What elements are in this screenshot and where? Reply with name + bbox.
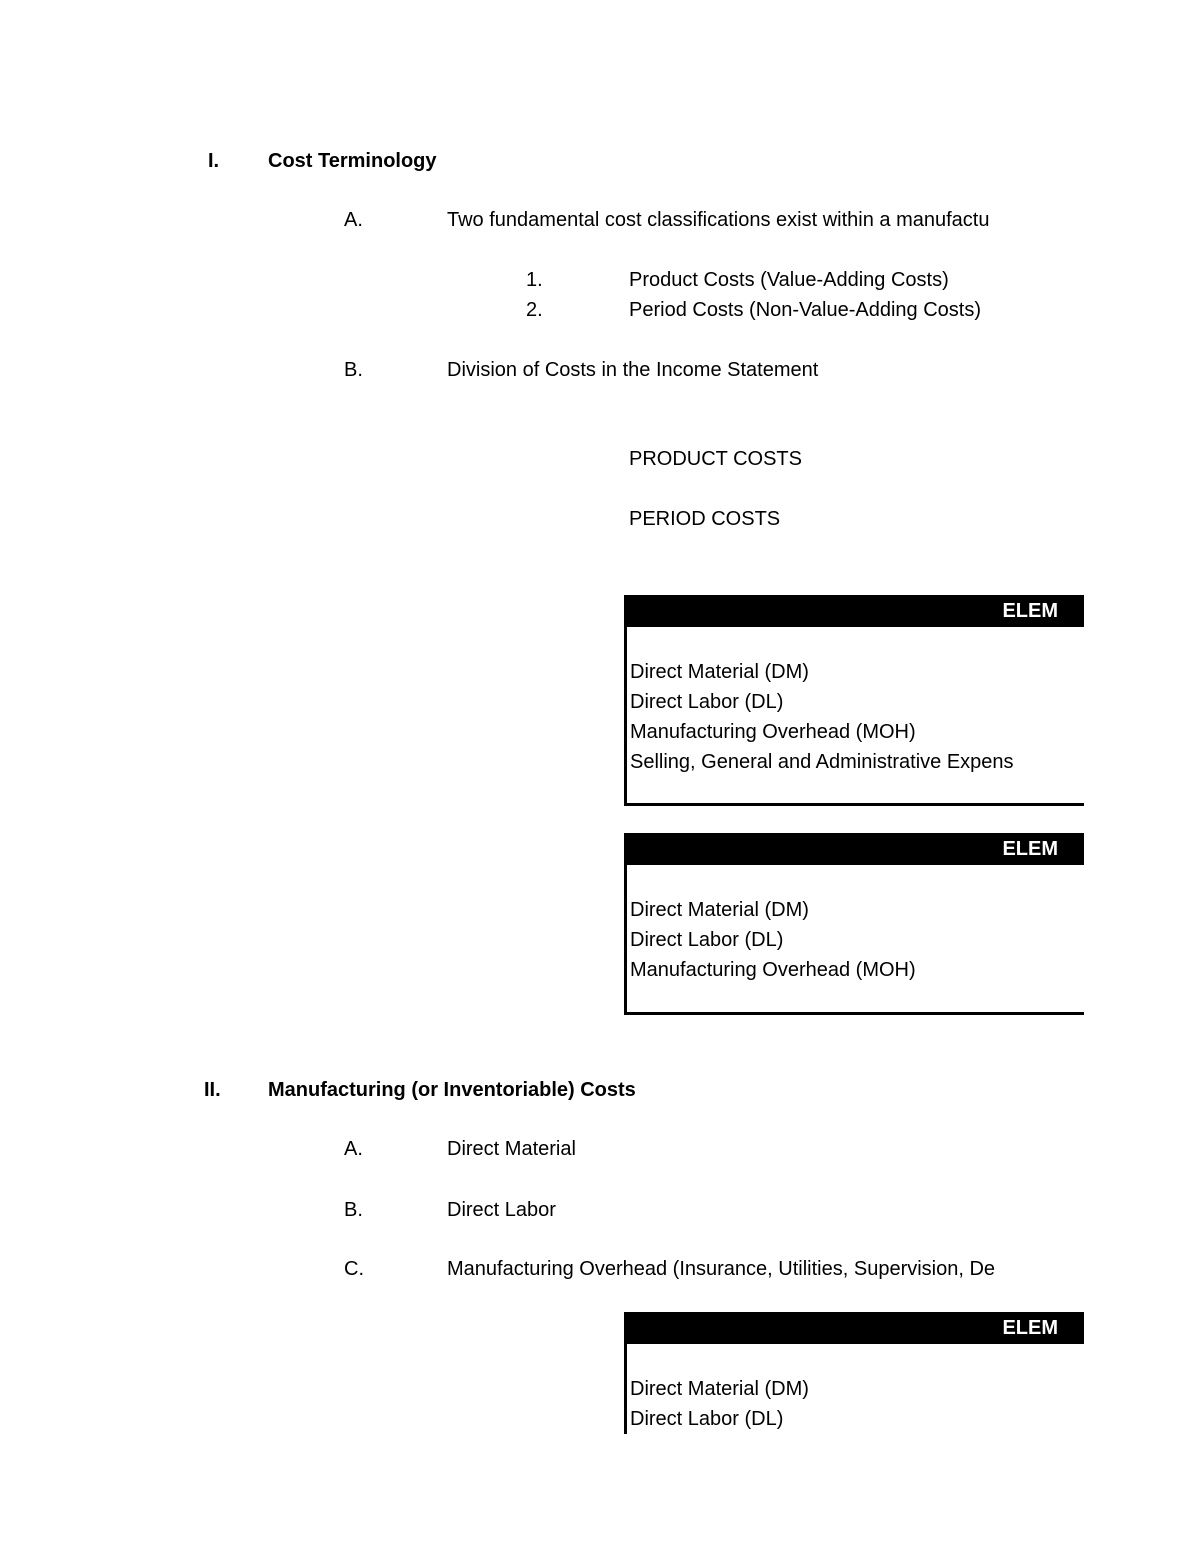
elements-box-1-header: ELEM bbox=[624, 595, 1084, 627]
item-letter: A. bbox=[344, 1138, 363, 1160]
sub-item-2-number: 2. bbox=[526, 299, 543, 321]
item-text: Direct Labor bbox=[447, 1199, 556, 1221]
item-letter: C. bbox=[344, 1258, 364, 1280]
section-2-numeral: II. bbox=[204, 1079, 221, 1101]
box-1-line: Direct Labor (DL) bbox=[630, 691, 784, 713]
elements-box-2-body bbox=[624, 865, 1084, 1015]
product-costs-label: PRODUCT COSTS bbox=[629, 448, 802, 470]
sub-item-1-text: Product Costs (Value-Adding Costs) bbox=[629, 269, 949, 291]
box-2-line: Manufacturing Overhead (MOH) bbox=[630, 959, 916, 981]
item-a-text: Two fundamental cost classifications exist within a manufactu bbox=[447, 209, 990, 231]
elements-box-1 bbox=[624, 595, 1084, 806]
box-2-line: Direct Material (DM) bbox=[630, 899, 809, 921]
item-text: Manufacturing Overhead (Insurance, Utilities, Supervision, De bbox=[447, 1258, 996, 1280]
box-1-line: Selling, General and Administrative Expens bbox=[630, 751, 1014, 773]
elements-box-2 bbox=[624, 833, 1084, 1015]
box-1-line: Direct Material (DM) bbox=[630, 661, 809, 683]
item-text: Direct Material bbox=[447, 1138, 576, 1160]
elements-box-3 bbox=[624, 1312, 1084, 1434]
elements-box-3-header: ELEM bbox=[624, 1312, 1084, 1344]
elements-box-1-body bbox=[624, 627, 1084, 806]
sub-item-2-text: Period Costs (Non-Value-Adding Costs) bbox=[629, 299, 982, 321]
item-b-text: Division of Costs in the Income Statement bbox=[447, 359, 819, 381]
period-costs-label: PERIOD COSTS bbox=[629, 508, 781, 530]
sub-item-1-number: 1. bbox=[526, 269, 543, 291]
section-1-numeral: I. bbox=[208, 150, 220, 172]
item-a-letter: A. bbox=[344, 209, 363, 231]
elements-box-2-header: ELEM bbox=[624, 833, 1084, 865]
section-2-title: Manufacturing (or Inventoriable) Costs bbox=[268, 1079, 636, 1101]
elements-box-3-body bbox=[624, 1344, 1084, 1434]
box-3-line: Direct Labor (DL) bbox=[630, 1408, 784, 1430]
box-1-line: Manufacturing Overhead (MOH) bbox=[630, 721, 916, 743]
item-letter: B. bbox=[344, 1199, 363, 1221]
box-3-line: Direct Material (DM) bbox=[630, 1378, 809, 1400]
section-1-title: Cost Terminology bbox=[268, 150, 437, 172]
box-2-line: Direct Labor (DL) bbox=[630, 929, 784, 951]
item-b-letter: B. bbox=[344, 359, 363, 381]
